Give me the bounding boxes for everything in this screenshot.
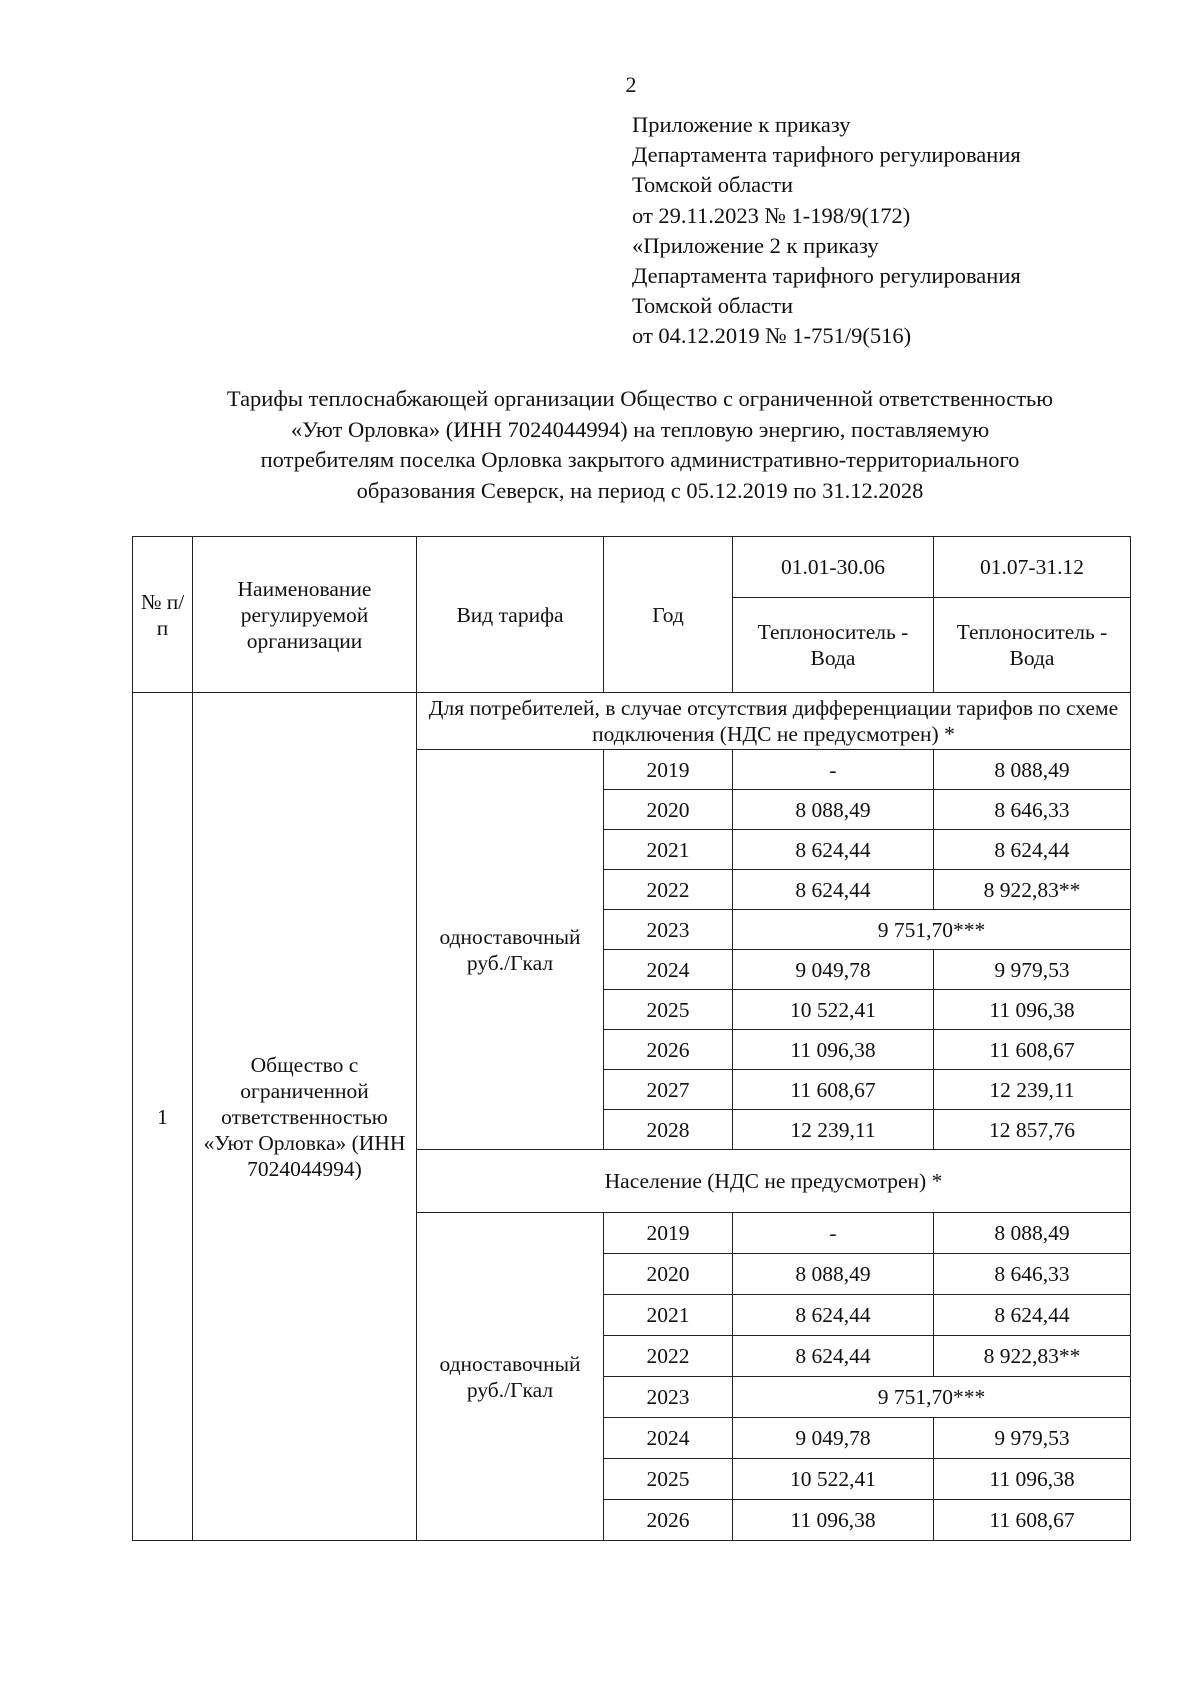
title-line: образования Северск, на период с 05.12.2019 по 31.12.2028	[356, 477, 924, 503]
tariff-value-h1: 12 239,11	[733, 1110, 934, 1150]
tariff-type: одноставочный руб./Гкал	[417, 750, 604, 1150]
document-title	[120, 384, 1160, 506]
tariff-table-body	[133, 537, 1131, 1541]
year-cell: 2021	[604, 830, 733, 870]
tariff-value-h2: 11 608,67	[934, 1500, 1131, 1541]
year-cell: 2026	[604, 1030, 733, 1070]
tariff-value-merged: 9 751,70***	[733, 910, 1131, 950]
header-tariff-type: Вид тарифа	[417, 537, 604, 693]
annex-line: «Приложение 2 к приказу	[632, 232, 879, 258]
tariff-value-h1: 10 522,41	[733, 1459, 934, 1500]
year-cell: 2024	[604, 950, 733, 990]
tariff-value-h1: -	[733, 750, 934, 790]
tariff-value-h2: 8 922,83**	[934, 1336, 1131, 1377]
tariff-value-h1: 10 522,41	[733, 990, 934, 1030]
year-cell: 2027	[604, 1070, 733, 1110]
year-cell: 2023	[604, 910, 733, 950]
tariff-value-h1: 11 096,38	[733, 1030, 934, 1070]
tariff-value-h2: 9 979,53	[934, 950, 1131, 990]
tariff-value-h2: 12 857,76	[934, 1110, 1131, 1150]
annex-line: от 29.11.2023 № 1-198/9(172)	[632, 202, 911, 228]
header-row	[133, 537, 1131, 598]
tariff-table	[132, 536, 1131, 1541]
page-number: 2	[625, 72, 637, 97]
header-num: № п/п	[133, 537, 193, 693]
tariff-value-h2: 11 608,67	[934, 1030, 1131, 1070]
header-year: Год	[604, 537, 733, 693]
annex-line: Томской области	[632, 172, 794, 198]
tariff-value-h2: 8 922,83**	[934, 870, 1131, 910]
tariff-value-h1: 11 608,67	[733, 1070, 934, 1110]
header-period-1: 01.01-30.06	[733, 537, 934, 598]
tariff-value-h2: 8 646,33	[934, 790, 1131, 830]
year-cell: 2019	[604, 750, 733, 790]
section-heading: Население (НДС не предусмотрен) *	[417, 1150, 1131, 1213]
tariff-value-h2: 8 088,49	[934, 750, 1131, 790]
year-cell: 2025	[604, 990, 733, 1030]
tariff-value-h1: 9 049,78	[733, 950, 934, 990]
year-cell: 2022	[604, 1336, 733, 1377]
tariff-value-h2: 11 096,38	[934, 990, 1131, 1030]
section-heading-row	[133, 693, 1131, 750]
row-number: 1	[133, 693, 193, 1541]
annex-line: от 04.12.2019 № 1-751/9(516)	[632, 323, 912, 349]
header-period-2: 01.07-31.12	[934, 537, 1131, 598]
year-cell: 2022	[604, 870, 733, 910]
annex-line: Приложение к приказу	[632, 112, 851, 137]
year-cell: 2019	[604, 1213, 733, 1254]
tariff-value-merged: 9 751,70***	[733, 1377, 1131, 1418]
tariff-value-h1: 8 088,49	[733, 1254, 934, 1295]
year-cell: 2028	[604, 1110, 733, 1150]
tariff-value-h2: 8 624,44	[934, 1295, 1131, 1336]
header-carrier-1: Теплоноситель - Вода	[733, 598, 934, 693]
year-cell: 2025	[604, 1459, 733, 1500]
annex-header	[632, 110, 1021, 352]
organization-name: Общество с ограниченной ответственностью «Уют Орловка» (ИНН 7024044994)	[193, 693, 417, 1541]
tariff-value-h1: -	[733, 1213, 934, 1254]
title-line: потребителям поселка Орловка закрытого административно-территориального	[260, 447, 1020, 472]
tariff-value-h1: 9 049,78	[733, 1418, 934, 1459]
tariff-value-h1: 8 624,44	[733, 870, 934, 910]
year-cell: 2026	[604, 1500, 733, 1541]
tariff-value-h2: 11 096,38	[934, 1459, 1131, 1500]
tariff-value-h2: 12 239,11	[934, 1070, 1131, 1110]
year-cell: 2020	[604, 1254, 733, 1295]
tariff-value-h1: 8 624,44	[733, 1295, 934, 1336]
year-cell: 2024	[604, 1418, 733, 1459]
year-cell: 2023	[604, 1377, 733, 1418]
tariff-value-h2: 9 979,53	[934, 1418, 1131, 1459]
title-line: Тарифы теплоснабжающей организации Общество с ограниченной ответственностью	[226, 386, 1054, 411]
tariff-value-h1: 8 624,44	[733, 1336, 934, 1377]
year-cell: 2020	[604, 790, 733, 830]
tariff-value-h1: 11 096,38	[733, 1500, 934, 1541]
header-org: Наименование регулируемой организации	[193, 537, 417, 693]
tariff-value-h2: 8 624,44	[934, 830, 1131, 870]
annex-line: Томской области	[632, 293, 794, 319]
header-carrier-2: Теплоноситель - Вода	[934, 598, 1131, 693]
annex-line: Департамента тарифного регулирования	[632, 142, 1021, 168]
section-heading: Для потребителей, в случае отсутствия дифференциации тарифов по схеме подключения (НДС не предусмотрен) *	[417, 693, 1131, 750]
year-cell: 2021	[604, 1295, 733, 1336]
title-line: «Уют Орловка» (ИНН 7024044994) на тепловую энергию, поставляемую	[290, 416, 990, 442]
tariff-value-h2: 8 646,33	[934, 1254, 1131, 1295]
annex-line: Департамента тарифного регулирования	[632, 263, 1021, 289]
tariff-type: одноставочный руб./Гкал	[417, 1213, 604, 1541]
tariff-value-h2: 8 088,49	[934, 1213, 1131, 1254]
tariff-value-h1: 8 624,44	[733, 830, 934, 870]
tariff-value-h1: 8 088,49	[733, 790, 934, 830]
